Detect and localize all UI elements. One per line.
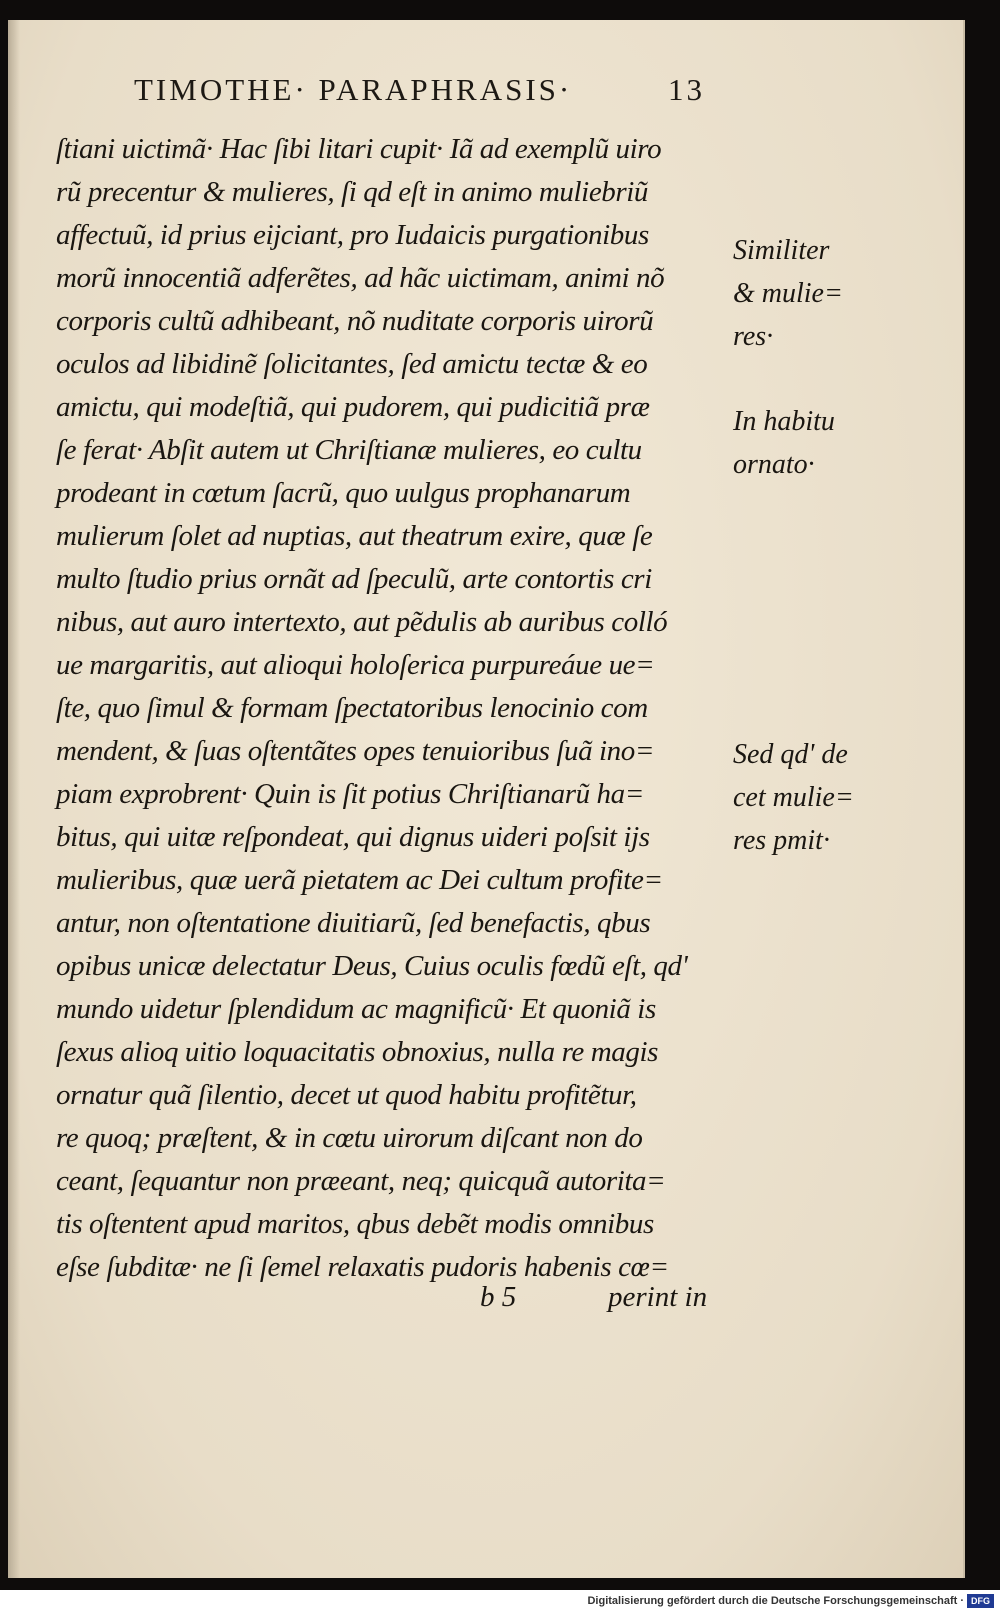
margin-note-line: cet mulie= [733, 782, 854, 813]
text-line: ſtiani uictimã· Hac ſibi litari cupit· Iã ad exemplũ uiro [56, 133, 662, 165]
text-line: ceant, ſequantur non præeant, neq; quicquã autorita= [56, 1165, 666, 1197]
text-line: mulierum ſolet ad nuptias, aut theatrum exire, quæ ſe [56, 520, 653, 552]
text-line: ſe ferat· Abſit autem ut Chriſtianæ mulieres, eo cultu [56, 434, 642, 466]
margin-note-line: & mulie= [733, 278, 843, 309]
margin-note-similiter [733, 229, 883, 358]
main-text-block [56, 128, 736, 1289]
text-line: ornatur quã ſilentio, decet ut quod habitu profitẽtur, [56, 1079, 637, 1111]
text-line: affectuũ, id prius eijciant, pro Iudaicis purgationibus [56, 219, 649, 251]
margin-note-line: Similiter [733, 235, 830, 266]
text-line: eſse ſubditæ· ne ſi ſemel relaxatis pudoris habenis cœ= [56, 1251, 669, 1283]
margin-note-line: In habitu [733, 406, 835, 437]
text-line: rũ precentur & mulieres, ſi qd eſt in animo muliebriũ [56, 176, 649, 208]
text-line: oculos ad libidinẽ ſolicitantes, ſed amictu tectæ & eo [56, 348, 648, 380]
running-head [134, 72, 734, 112]
text-line: bitus, qui uitæ reſpondeat, qui dignus uideri poſsit ijs [56, 821, 650, 853]
running-head-title: TIMOTHE· PARAPHRASIS· [134, 72, 573, 107]
text-line: opibus unicæ delectatur Deus, Cuius oculis fœdũ eſt, qd' [56, 950, 688, 982]
text-line: multo ſtudio prius ornãt ad ſpeculũ, arte contortis cri [56, 563, 652, 595]
page-number: 13 [668, 72, 705, 107]
margin-note-habitu [733, 400, 883, 486]
text-line: morũ innocentiã adferẽtes, ad hãc uictimam, animi nõ [56, 262, 665, 294]
margin-note-line: ornato· [733, 449, 815, 480]
text-line: tis oſtentent apud maritos, qbus debẽt modis omnibus [56, 1208, 654, 1240]
signature-mark: b 5 [480, 1281, 517, 1313]
text-line: corporis cultũ adhibeant, nõ nuditate corporis uirorũ [56, 305, 654, 337]
funding-credit: Digitalisierung gefördert durch die Deutsche Forschungsgemeinschaft · [587, 1595, 964, 1607]
text-line: prodeant in cœtum ſacrũ, quo uulgus prophanarum [56, 477, 631, 509]
text-line: ue margaritis, aut alioqui holoſerica purpureáue ue= [56, 649, 655, 681]
text-line: ſexus alioq uitio loquacitatis obnoxius, nulla re magis [56, 1036, 659, 1068]
text-line: amictu, qui modeſtiã, qui pudorem, qui pudicitiã præ [56, 391, 650, 423]
text-line: ſte, quo ſimul & formam ſpectatoribus lenocinio com [56, 692, 648, 724]
dfg-logo: DFG [967, 1594, 994, 1608]
page-gutter-shadow [8, 20, 20, 1578]
margin-note-line: res pmit· [733, 825, 830, 856]
text-line: mulieribus, quæ uerã pietatem ac Dei cultum profite= [56, 864, 663, 896]
text-line: re quoq; præſtent, & in cœtu uirorum diſcant non do [56, 1122, 643, 1154]
text-line: mundo uidetur ſplendidum ac magnificũ· Et quoniã is [56, 993, 656, 1025]
text-line: nibus, aut auro intertexto, aut pẽdulis ab auribus colló [56, 606, 668, 638]
margin-note-line: Sed qd' de [733, 739, 848, 770]
margin-note-line: res· [733, 321, 774, 352]
catchword: perint in [608, 1281, 708, 1313]
margin-note-sed-decet [733, 733, 883, 862]
text-line: mendent, & ſuas oſtentãtes opes tenuioribus ſuã ino= [56, 735, 655, 767]
text-line: antur, non oſtentatione diuitiarũ, ſed benefactis, qbus [56, 907, 651, 939]
text-line: piam exprobrent· Quin is ſit potius Chriſtianarũ ha= [56, 778, 644, 810]
